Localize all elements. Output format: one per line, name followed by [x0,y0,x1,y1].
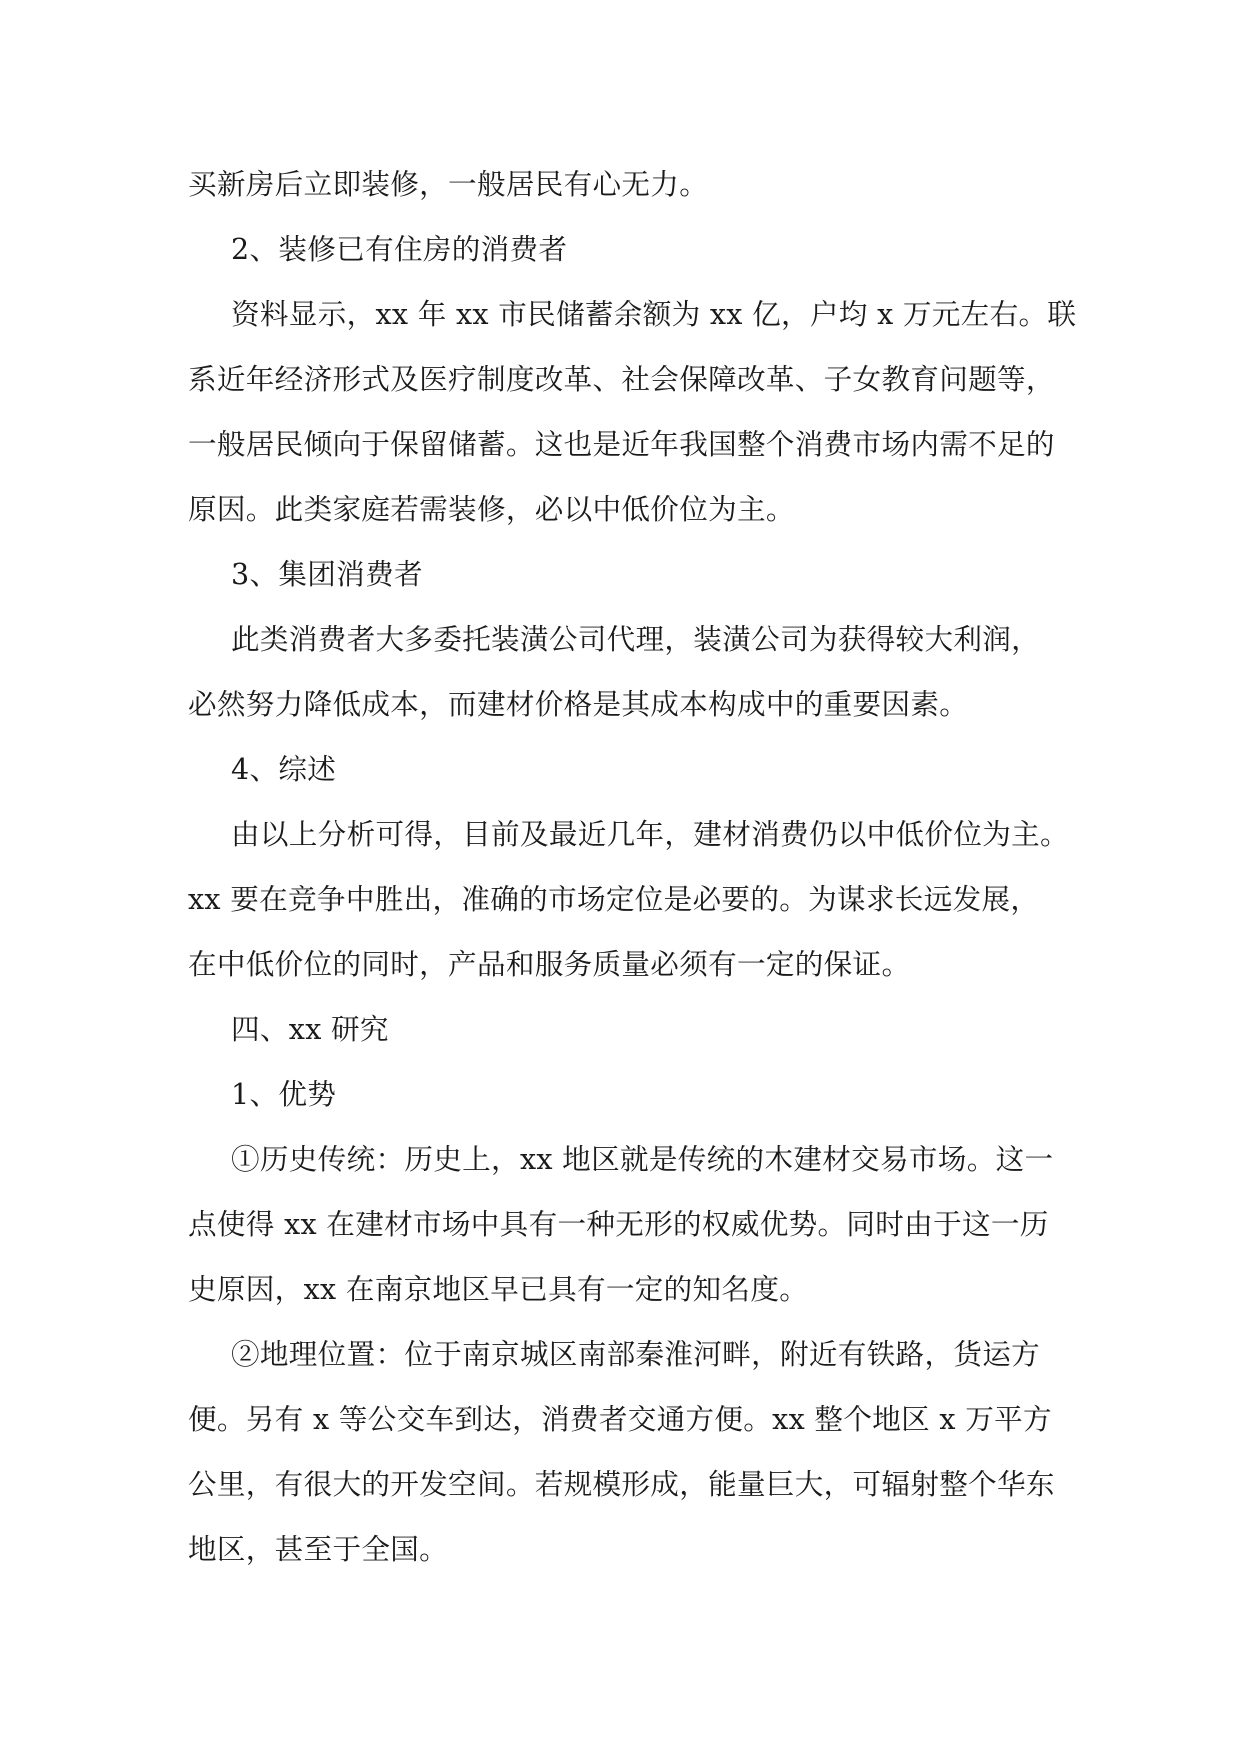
text-line: 系近年经济形式及医疗制度改革、社会保障改革、子女教育问题等， [188,362,1055,396]
section-heading: 1、优势 [231,1077,337,1111]
text-line: 公里，有很大的开发空间。若规模形成，能量巨大，可辐射整个华东 [188,1467,1055,1501]
text-line: 点使得 xx 在建材市场中具有一种无形的权威优势。同时由于这一历 [188,1207,1049,1241]
text-line: 便。另有 x 等公交车到达，消费者交通方便。xx 整个地区 x 万平方 [188,1402,1052,1436]
text-line: 资料显示，xx 年 xx 市民储蓄余额为 xx 亿，户均 x 万元左右。联 [231,297,1077,331]
text-line: 由以上分析可得，目前及最近几年，建材消费仍以中低价位为主。 [231,817,1069,851]
text-line: 买新房后立即装修，一般居民有心无力。 [188,167,709,201]
text-line: 地区，甚至于全国。 [188,1532,449,1566]
text-line: 在中低价位的同时，产品和服务质量必须有一定的保证。 [188,947,911,981]
text-line: xx 要在竞争中胜出，准确的市场定位是必要的。为谋求长远发展， [188,882,1040,916]
text-line: ②地理位置：位于南京城区南部秦淮河畔，附近有铁路，货运方 [231,1337,1041,1371]
section-heading: 3、集团消费者 [231,557,423,591]
text-line: 一般居民倾向于保留储蓄。这也是近年我国整个消费市场内需不足的 [188,427,1055,461]
chapter-heading: 四、xx 研究 [231,1012,389,1046]
text-line: 史原因，xx 在南京地区早已具有一定的知名度。 [188,1272,809,1306]
text-line: ①历史传统：历史上，xx 地区就是传统的木建材交易市场。这一 [231,1142,1054,1176]
text-line: 必然努力降低成本，而建材价格是其成本构成中的重要因素。 [188,687,969,721]
text-line: 原因。此类家庭若需装修，必以中低价位为主。 [188,492,795,526]
text-line: 此类消费者大多委托装潢公司代理，装潢公司为获得较大利润， [231,622,1041,656]
section-heading: 4、综述 [231,752,337,786]
section-heading: 2、装修已有住房的消费者 [231,232,568,266]
document-body [188,152,1077,1582]
